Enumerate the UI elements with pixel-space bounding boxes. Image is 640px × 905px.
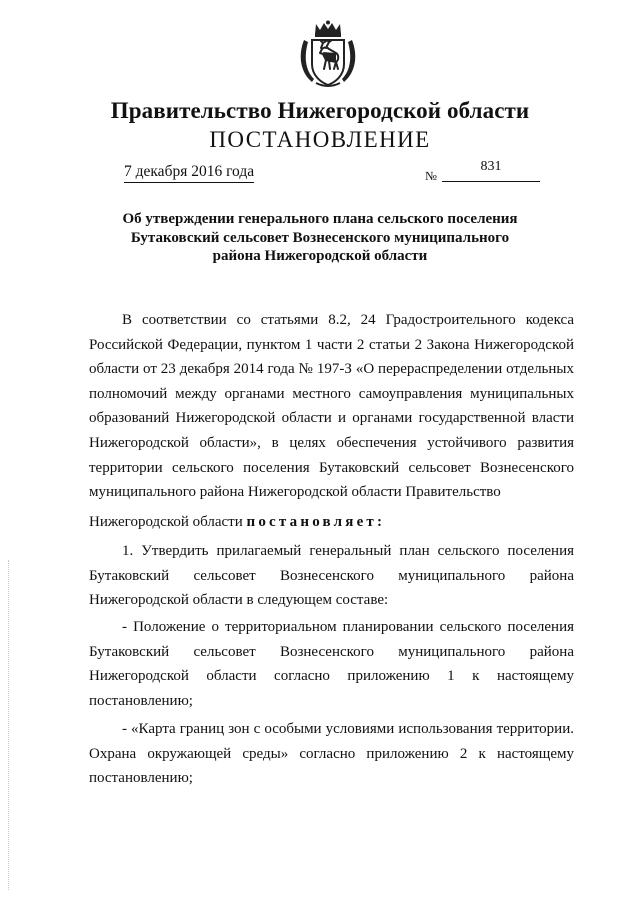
item-1-paragraph: 1. Утвердить прилагаемый генеральный план сельского поселения Бутаковский сельсовет Вознесенского муниципального района Нижегородской области в следующем составе:	[89, 543, 574, 609]
subject-line: района Нижегородской области	[212, 248, 428, 264]
preamble-text: В соответствии со статьями 8.2, 24 Градостроительного кодекса Российской Федерации, пунктом 1 части 2 статьи 2 Закона Нижегородской области от 23 декабря 2014 года № 197-З «О перераспределении отдельных полномочий между органами местного самоуправления муниципальных образований Нижегородской области и органами государственной власти Нижегородской области», в целях обеспечения устойчивого развития территории сельского поселения Бутаковский сельсовет Вознесенского муниципального района Нижегородской области Правительство	[89, 312, 574, 501]
bullet-2-paragraph: - «Карта границ зон с особыми условиями использования территории. Охрана окружающей среды» согласно приложению 2 к настоящему постановлению;	[89, 721, 574, 787]
subject-line: Бутаковский сельсовет Вознесенского муниципального	[130, 229, 510, 246]
subject-line: Об утверждении генерального плана сельского поселения	[122, 211, 518, 227]
document-type: ПОСТАНОВЛЕНИЕ	[209, 127, 431, 152]
bullet-1-paragraph: - Положение о территориальном планировании сельского поселения Бутаковский сельсовет Вознесенского муниципального района Нижегородской области согласно приложению 1 к настоящему постановлению;	[89, 619, 574, 709]
decree-word: постановляет:	[246, 514, 386, 530]
preamble-tail-paragraph	[89, 510, 574, 535]
coat-of-arms-emblem	[296, 20, 360, 88]
document-date: 7 декабря 2016 года	[124, 163, 254, 183]
government-title: Правительство Нижегородской области	[110, 98, 530, 123]
document-subject	[100, 210, 540, 266]
number-sign: №	[425, 169, 437, 183]
scan-margin-artifact	[8, 560, 9, 890]
number-underline	[442, 181, 540, 182]
preamble-tail: Нижегородской области	[89, 514, 243, 530]
document-number: 831	[480, 159, 502, 174]
preamble-paragraph	[89, 308, 574, 505]
